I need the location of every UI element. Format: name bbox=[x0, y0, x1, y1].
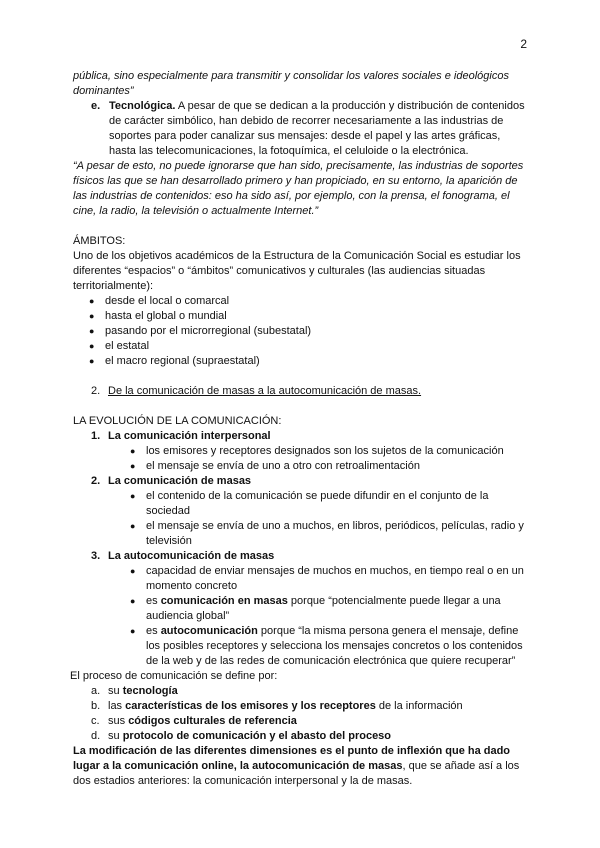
list-marker: e. bbox=[91, 100, 101, 112]
list-item bbox=[89, 324, 527, 339]
bullet-icon: ● bbox=[130, 446, 136, 456]
evolucion-item-2 bbox=[91, 474, 527, 489]
bold-term: tecnología bbox=[122, 685, 178, 697]
bullet-icon: ● bbox=[89, 341, 95, 351]
list-item-text: capacidad de enviar mensajes de muchos en muchos, en tiempo real o en un momento concreto bbox=[146, 565, 524, 592]
list-item bbox=[89, 354, 527, 369]
list-item-text: el contenido de la comunicación se puede difundir en el conjunto de la sociedad bbox=[146, 490, 489, 517]
proceso-item-c: c. sus códigos culturales de referencia bbox=[91, 715, 297, 727]
list-item bbox=[89, 294, 527, 309]
section-2-heading bbox=[91, 384, 527, 399]
item-title: La comunicación interpersonal bbox=[108, 430, 271, 442]
bullet-icon: ● bbox=[130, 461, 136, 471]
quote-paragraph: “A pesar de esto, no puede ignorarse que han sido, precisamente, las industrias de soportes físicos las que se han desarrollado primero y han propiciado, en su entorno, la aparición de las industrias de contenidos: eso ha sido así, por ejemplo, con la prensa, el fonograma, el cine, la radio, la televisión o actualmente Internet.” bbox=[73, 160, 524, 217]
bold-term: autocomunicación bbox=[160, 625, 258, 637]
bold-term: características de los emisores y los receptores bbox=[125, 700, 376, 712]
page-content bbox=[70, 69, 527, 789]
page-number: 2 bbox=[520, 37, 527, 51]
ambitos-heading: ÁMBITOS: bbox=[73, 235, 126, 247]
evolucion-item-1 bbox=[91, 429, 527, 444]
bullet-icon: ● bbox=[130, 626, 136, 636]
list-item bbox=[130, 564, 527, 594]
proceso-intro: El proceso de comunicación se define por: bbox=[70, 670, 278, 682]
item-title: La autocomunicación de masas bbox=[108, 550, 275, 562]
list-item-text bbox=[109, 99, 527, 159]
bullet-icon: ● bbox=[89, 326, 95, 336]
list-item-text: el estatal bbox=[105, 340, 150, 352]
list-item bbox=[89, 339, 527, 354]
item-e-text: A pesar de que se dedican a la producción y distribución de contenidos de carácter simbólico, han debido de recorrer necesariamente a las industrias de soportes para poder canalizar sus mensajes: desde el papel y las artes gráficas, hasta las telecomunicaciones, la fotoquímica, el celuloide o la electrónica. bbox=[109, 100, 525, 157]
item-title: La comunicación de masas bbox=[108, 475, 252, 487]
bullet-icon: ● bbox=[89, 296, 95, 306]
proceso-item-d: d. su protocolo de comunicación y el abasto del proceso bbox=[91, 730, 392, 742]
list-item-text: el mensaje se envía de uno a muchos, en libros, periódicos, películas, radio y televisión bbox=[146, 520, 524, 547]
list-item bbox=[130, 519, 527, 549]
proceso-item-a: a. su tecnología bbox=[91, 685, 178, 697]
list-item-text: hasta el global o mundial bbox=[105, 310, 227, 322]
list-item bbox=[130, 489, 527, 519]
bullet-icon: ● bbox=[89, 356, 95, 366]
item-number: 1. bbox=[91, 430, 101, 442]
list-item-text: desde el local o comarcal bbox=[105, 295, 230, 307]
bullet-icon: ● bbox=[130, 596, 136, 606]
item-number: 2. bbox=[91, 475, 101, 487]
quote-continuation: pública, sino especialmente para transmitir y consolidar los valores sociales e ideológicos dominantes” bbox=[73, 70, 509, 97]
list-item bbox=[130, 624, 527, 669]
list-item-text: es comunicación en masas porque “potencialmente puede llegar a una audiencia global” bbox=[146, 595, 501, 622]
bullet-icon: ● bbox=[130, 566, 136, 576]
list-item bbox=[89, 309, 527, 324]
conclusion-rest: , que se añade así a los dos estadios anteriores: la comunicación interpersonal y la de masas. bbox=[73, 760, 520, 787]
conclusion-bold: La modificación de las diferentes dimensiones es el punto de inflexión que ha dado lugar a la comunicación online, la autocomunicación de masas bbox=[73, 745, 511, 772]
list-item-text: es autocomunicación porque “la misma persona genera el mensaje, define los posibles receptores y selecciona los mensajes concretos o los contenidos de la web y de las redes de comunicación electrónica que quiere recuperar” bbox=[146, 625, 523, 667]
list-item-text: los emisores y receptores designados son los sujetos de la comunicación bbox=[146, 445, 504, 457]
list-item bbox=[130, 594, 527, 624]
item-e-title: Tecnológica. bbox=[109, 100, 176, 112]
list-item-text: el macro regional (supraestatal) bbox=[105, 355, 260, 367]
list-item bbox=[130, 444, 527, 459]
list-item-e bbox=[91, 99, 527, 159]
bold-term: comunicación en masas bbox=[160, 595, 288, 607]
ambitos-intro: Uno de los objetivos académicos de la Estructura de la Comunicación Social es estudiar los diferentes “espacios” o “ámbitos” comunicativos y culturales (las audiencias situadas territorialmente): bbox=[73, 250, 521, 292]
conclusion-paragraph bbox=[73, 744, 527, 789]
bold-term: protocolo de comunicación y el abasto del proceso bbox=[122, 730, 392, 742]
bullet-icon: ● bbox=[89, 311, 95, 321]
bullet-icon: ● bbox=[130, 521, 136, 531]
section-title: De la comunicación de masas a la autocomunicación de masas. bbox=[108, 385, 422, 397]
proceso-item-b: b. las características de los emisores y los receptores de la información bbox=[91, 700, 463, 712]
evolucion-item-3 bbox=[91, 549, 527, 564]
item-number: 3. bbox=[91, 550, 101, 562]
list-item bbox=[130, 459, 527, 474]
list-item-text: el mensaje se envía de uno a otro con retroalimentación bbox=[146, 460, 420, 472]
bullet-icon: ● bbox=[130, 491, 136, 501]
list-item-text: pasando por el microrregional (subestatal) bbox=[105, 325, 312, 337]
bold-term: códigos culturales de referencia bbox=[128, 715, 297, 727]
evolucion-heading: LA EVOLUCIÓN DE LA COMUNICACIÓN: bbox=[73, 415, 282, 427]
section-number: 2. bbox=[91, 385, 101, 397]
